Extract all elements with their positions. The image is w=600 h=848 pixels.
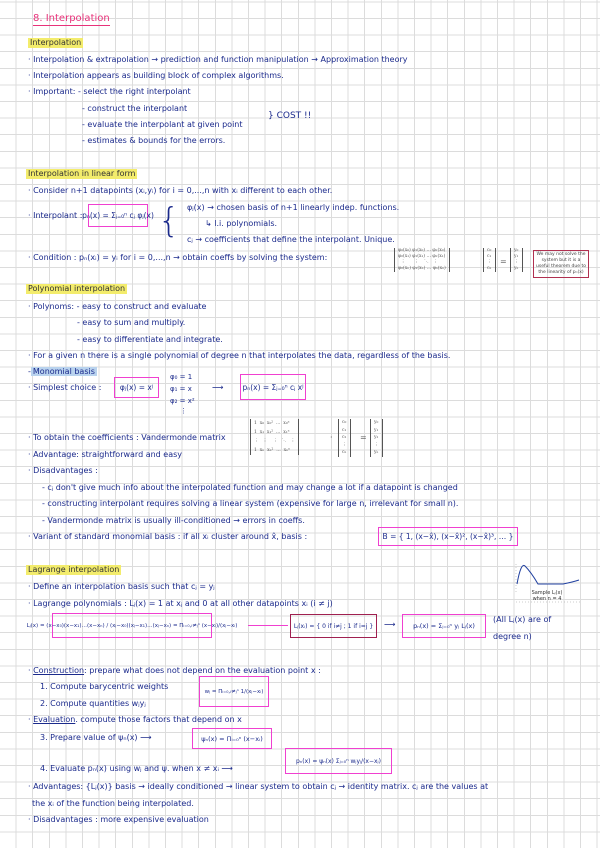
note-line: · Define an interpolation basis such that cⱼ = yⱼ [28,582,215,591]
phi-item: ⋮ [180,407,187,415]
monomial-phi-box: φⱼ(x) = xʲ [114,377,159,398]
note-line: (All Lⱼ(x) are of [493,615,552,624]
note-line: - construct the interpolant [82,104,188,113]
arrow: ⟶ [384,620,396,629]
note-line: · Variant of standard monomial basis : if all xᵢ cluster around x̂, basis : [28,532,308,541]
equals-sign: = [500,257,507,266]
value-vector: y₀ y₁ ⋮ yₙ [510,248,523,272]
note-line: · To obtain the coefficients : Vandermonde matrix [28,433,226,442]
note-line: · Interpolation appears as building block of complex algorithms. [28,71,284,80]
note-line: 1. Compute barycentric weights [40,682,169,691]
equals-sign: = [360,433,367,442]
note-line: · Advantage: straightforward and easy [28,450,183,459]
phi-item: φ₁ = x [170,385,192,393]
phi-item: φ₂ = x² [170,397,195,405]
note-line: 4. Evaluate pₙ(x) using wⱼ and ψ. when x ≠ xᵢ ⟶ [40,764,233,773]
basis-matrix: φ₀(x₀) φ₁(x₀) … φₙ(x₀) φ₀(x₁) φ₁(x₁) … φₙ(x₁) ⋮ ⋮ ⋱ ⋮ φ₀(xₙ) φ₁(xₙ) … φₙ(xₙ) [394,248,450,272]
vandermonde-c-vector: c₀ c₁ c₂ ⋮ cₙ [338,419,351,457]
note-line: - easy to differentiate and integrate. [77,335,223,344]
note-line: - Vandermonde matrix is usually ill-conditioned → errors in coeffs. [42,516,305,525]
note-line: 2. Compute quantities wⱼyⱼ [40,699,146,708]
note-line: the xᵢ of the function being interpolated. [32,799,194,808]
lagrange-kronecker-box: Lⱼ(xᵢ) = { 0 if i≠j ; 1 if i=j } [290,614,377,638]
note-line: · Condition : pₙ(xᵢ) = yᵢ for i = 0,...,n → obtain coeffs by solving the system: [28,253,328,262]
coefficient-vector: c₀ c₁ ⋮ cₙ [483,248,496,272]
dot: · [330,433,333,442]
note-line: · For a given n there is a single polynomial of degree n that interpolates the data, regardless of the basis. [28,351,451,360]
section-heading-interpolation: Interpolation [30,38,82,47]
page-title: 8. Interpolation [33,13,110,24]
note-line: - easy to sum and multiply. [77,318,186,327]
lagrange-curve [517,565,579,584]
note-line: · Important: - select the right interpolant [28,87,191,96]
note-line: φⱼ(x) → chosen basis of n+1 linearly indep. functions. [187,203,400,212]
arrow [248,625,288,626]
note-line: - estimates & bounds for the errors. [82,136,226,145]
note-line: · Polynoms: - easy to construct and evaluate [28,302,207,311]
note-line: 3. Prepare value of ψₙ(x) ⟶ [40,733,152,742]
variant-basis-box: B = { 1, (x−x̂), (x−x̂)², (x−x̂)³, … } [378,527,518,546]
interpolant-formula-box: pₙ(x) = Σⱼ₌₀ⁿ cⱼ φⱼ(x) [88,204,148,227]
note-line: - evaluate the interpolant at given point [82,120,243,129]
note-line: · Consider n+1 datapoints (xᵢ,yᵢ) for i = 0,...,n with xᵢ different to each other. [28,186,333,195]
lagrange-formula-box: Lⱼ(x) = (x−x₀)(x−x₁)…(x−xₙ) / (xⱼ−x₀)(xⱼ−x₁)…(xⱼ−xₙ) = Πᵢ₌₀,ᵢ≠ⱼⁿ (x−xᵢ)/(xⱼ−xᵢ) [52,613,212,638]
monomial-p-box: pₙ(x) = Σⱼ₌₀ⁿ cⱼ xʲ [240,374,306,400]
note-line: degree n) [493,632,532,641]
lagrange-p-box: pₙ(x) = Σⱼ₌₀ⁿ yⱼ Lⱼ(x) [402,614,486,638]
vandermonde-y-vector: y₀ y₁ y₂ ⋮ yₙ [370,419,383,457]
note-line: · Interpolation & extrapolation → prediction and function manipulation → Approximation theory [28,55,408,64]
note-line: cⱼ → coefficients that define the interpolant. Unique. [187,235,395,244]
note-line: · Interpolant : [28,211,83,220]
barycentric-p-box: pₙ(x) = ψₙ(x) Σⱼ₌₀ⁿ wⱼyⱼ/(x−xⱼ) [285,748,392,774]
chart-caption: when n = 4 [532,596,562,602]
note-line: · Lagrange polynomials : Lⱼ(x) = 1 at xⱼ and 0 at all other datapoints xᵢ (i ≠ j) [28,599,333,608]
construction-label: Construction [33,666,85,675]
monomial-basis-label: Monomial basis [32,367,95,376]
evaluation-label: Evaluation [33,715,76,724]
vandermonde-matrix: 1 x₀ x₀² … x₀ⁿ 1 x₁ x₁² … x₁ⁿ ⋮ ⋮ ⋮ ⋱ ⋮ 1 xₙ xₙ² … xₙⁿ [250,419,299,455]
sample-lagrange-chart [513,562,583,604]
side-note: We may not solve the system but it is a useful theorem due to the linearity of pₙ(x) [533,250,589,278]
section-heading-lagrange: Lagrange interpolation [28,565,120,574]
chart-caption: Sample Lⱼ(x) [531,590,563,596]
note-line: - constructing interpolant requires solving a linear system (expensive for large n, irrelevant for small n). [42,499,459,508]
arrow: ⟶ [212,383,224,392]
note-line: · Disadvantages : [28,466,98,475]
note-line: · Advantages: {Lⱼ(x)} basis → ideally conditioned → linear system to obtain cⱼ → identity matrix. cⱼ are the values at [28,782,489,791]
cost-note: } COST !! [268,111,312,121]
section-heading-polynomial: Polynomial interpolation [28,284,126,293]
weights-box: wⱼ = Πᵢ₌₀,ᵢ≠ⱼⁿ 1/(xⱼ−xᵢ) [199,676,269,707]
note-line: · Simplest choice : [28,383,102,392]
note-line: ↳ l.i. polynomials. [205,219,278,228]
section-heading-linear-form: Interpolation in linear form [28,169,136,178]
note-line: - cⱼ don't give much info about the interpolated function and may change a lot if a datapoint is changed [42,483,458,492]
note-line: · Disadvantages : more expensive evaluation [28,815,209,824]
psi-box: ψₙ(x) = Πᵢ₌₀ⁿ (x−xᵢ) [192,728,272,749]
phi-item: φ₀ = 1 [170,373,193,381]
